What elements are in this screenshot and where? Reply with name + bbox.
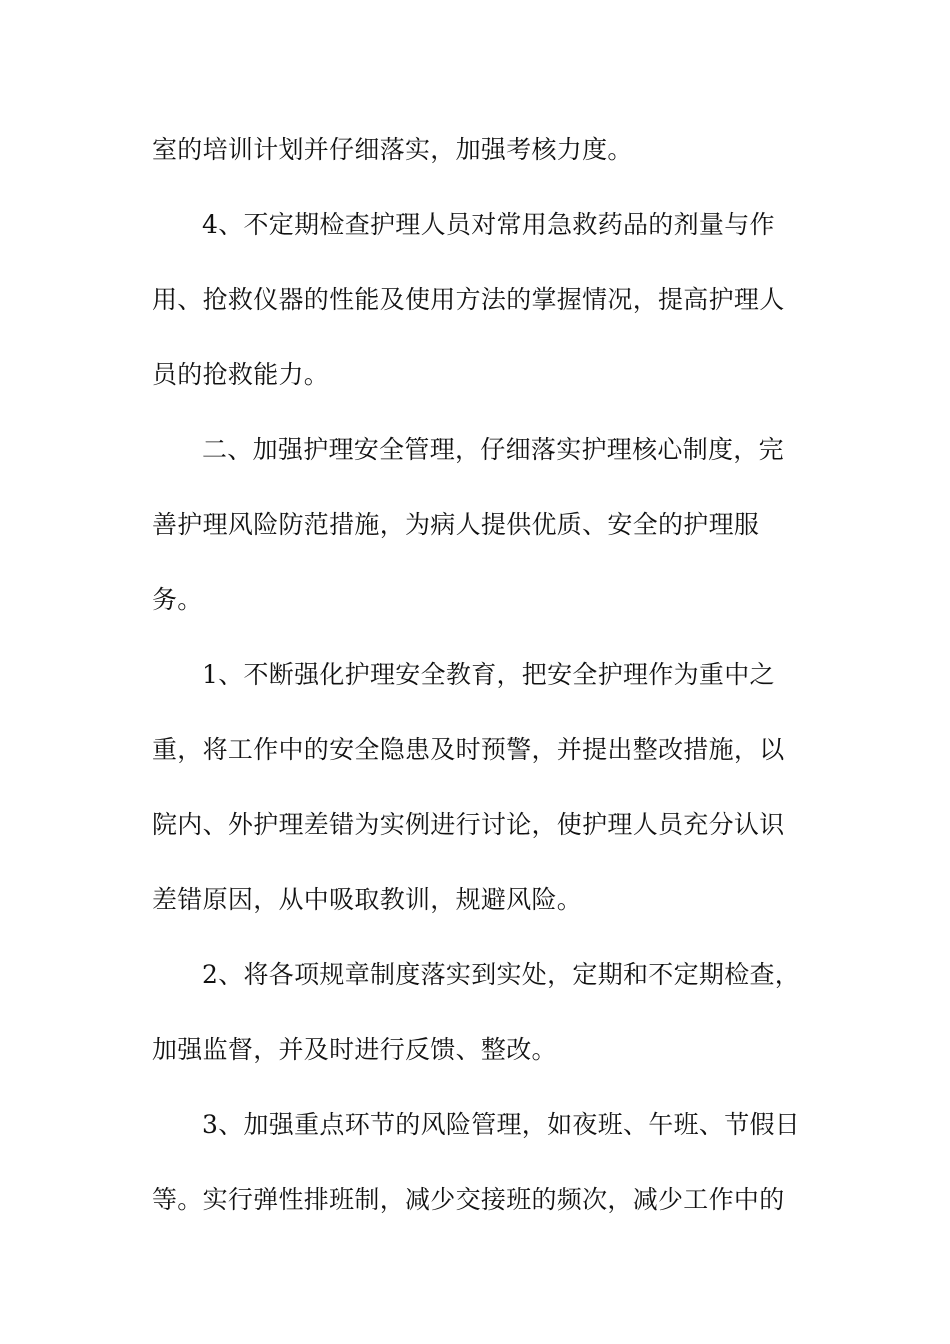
text-line-13: 加强监督，并及时进行反馈、整改。 [152, 1035, 557, 1064]
text-line-10: 院内、外护理差错为实例进行讨论，使护理人员充分认识 [152, 810, 785, 839]
text-line-7: 务。 [152, 585, 203, 614]
text-line-6: 善护理风险防范措施，为病人提供优质、安全的护理服 [152, 510, 760, 539]
text-line-5: 二、加强护理安全管理，仔细落实护理核心制度，完 [202, 435, 784, 464]
text-line-4: 员的抢救能力。 [152, 360, 330, 389]
text-line-1: 室的培训计划并仔细落实，加强考核力度。 [152, 135, 633, 164]
text-line-3: 用、抢救仪器的性能及使用方法的掌握情况，提高护理人 [152, 285, 785, 314]
text-line-14: 3、加强重点环节的风险管理，如夜班、午班、节假日 [202, 1110, 801, 1139]
text-line-11: 差错原因，从中吸取教训，规避风险。 [152, 885, 583, 914]
text-line-2: 4、不定期检查护理人员对常用急救药品的剂量与作 [202, 210, 775, 239]
text-line-9: 重，将工作中的安全隐患及时预警，并提出整改措施，以 [152, 735, 785, 764]
text-line-12: 2、将各项规章制度落实到实处，定期和不定期检查， [202, 960, 801, 989]
text-line-8: 1、不断强化护理安全教育，把安全护理作为重中之 [202, 660, 775, 689]
text-line-15: 等。实行弹性排班制，减少交接班的频次，减少工作中的 [152, 1185, 785, 1214]
